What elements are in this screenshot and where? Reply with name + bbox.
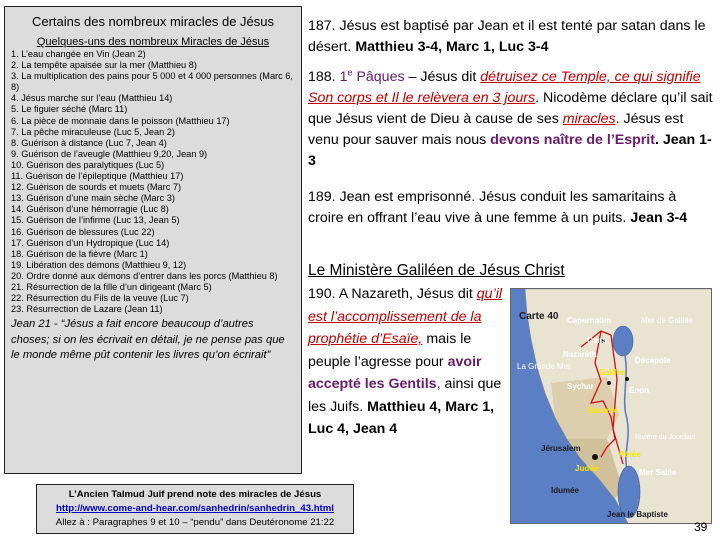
- miracle-item: 20. Ordre donné aux démons d’entrer dans les porcs (Matthieu 8): [11, 270, 278, 281]
- map-label-perea: Pérée: [619, 450, 641, 459]
- miracle-item: 4. Jésus marche sur l’eau (Matthieu 14): [11, 93, 173, 104]
- map-label-judea: Judée: [575, 464, 599, 473]
- paragraph-188-text2: . Jésus est venu pour sauver mais nous: [308, 111, 684, 148]
- paragraph-189: [308, 187, 714, 229]
- map-label-jordan-river: Rivière du Jourdain: [635, 434, 696, 441]
- miracle-item: 1. L’eau changée en Vin (Jean 2): [11, 49, 146, 59]
- miracle-item: 5. Le figuier séché (Marc 11): [11, 104, 128, 115]
- map-label-decapolis: Décapole: [635, 356, 671, 365]
- miracles-list: [11, 49, 295, 315]
- paragraph-188-intro: – Jésus dit: [408, 69, 477, 85]
- map-sychar-dot: [607, 381, 611, 385]
- talmud-note-box: [36, 484, 354, 534]
- map-label-jerusalem: Jérusalem: [541, 444, 581, 453]
- galilean-ministry-heading: Le Ministère Galiléen de Jésus Christ: [308, 262, 565, 279]
- paragraph-188-number: 188.: [308, 69, 336, 85]
- map-40: [510, 288, 712, 524]
- miracle-item: 9. Guérison de l’aveugle (Matthieu 9,20, Jean 9): [11, 148, 208, 159]
- map-label-nazareth: Nazareth: [563, 350, 597, 359]
- miracle-item: 22. Résurrection du Fils de la veuve (Luc 7): [11, 293, 189, 304]
- paragraph-188: [308, 67, 714, 172]
- map-label-great-sea: La Grande Mer: [517, 362, 571, 371]
- john-21-quote: Jean 21 - “Jésus a fait encore beaucoup d’autres choses; si on les écrivait en détail, je ne pense pas que le monde même pût contenir les livres qu’on écrirait”: [11, 318, 285, 362]
- map-label-sychar: Sychar: [567, 382, 594, 391]
- miracles-box: [4, 6, 302, 474]
- miracles-box-title: Certains des nombreux miracles de Jésus: [31, 14, 275, 29]
- paragraph-190-references: Matthieu 4, Marc 1, Luc 4, Jean 4: [308, 398, 495, 437]
- miracle-item: 2. La tempête apaisée sur la mer (Matthieu 8): [11, 60, 197, 71]
- miracles-list-heading: Quelques-uns des nombreux Miracles de Jésus: [36, 36, 270, 48]
- map-label-enon: Enon: [629, 386, 649, 395]
- miracle-item: 11. Guérison de l’épileptique (Matthieu 17): [11, 171, 184, 182]
- paragraph-188-miracles: miracles: [562, 111, 616, 127]
- paragraph-187: [308, 16, 714, 58]
- miracle-item: 19. Libération des démons (Matthieu 9, 12): [11, 259, 187, 270]
- miracle-item: 8. Guérison à distance (Luc 7, Jean 4): [11, 137, 167, 148]
- paragraph-189-text: 189. Jean est emprisonné. Jésus conduit les samaritains à croire en offrant l’eau vive à une femme à un puits.: [308, 189, 677, 226]
- paragraph-190-gentiles: Gentils: [388, 376, 437, 392]
- map-label-capernaum: Capernaüm: [567, 316, 612, 325]
- map-enon-dot: [625, 377, 629, 381]
- paragraph-190-end: , ainsi que les Juifs.: [308, 376, 502, 415]
- paragraph-190: [308, 283, 508, 441]
- map-jerusalem-dot: [592, 454, 598, 460]
- paragraph-187-text: 187. Jésus est baptisé par Jean et il est tenté par satan dans le désert.: [308, 18, 706, 55]
- map-label-galilee: Galilée: [599, 368, 626, 377]
- talmud-note-title: L’Ancien Talmud Juif prend note des miracles de Jésus: [68, 489, 322, 500]
- paragraph-190-isaiah-quote: qu’il est l’accomplissement de la prophétie d’Esaïe,: [308, 286, 503, 347]
- miracle-item: 21. Résurrection de la fille d’un dirigeant (Marc 5): [11, 281, 212, 292]
- map-sea-of-galilee: [613, 326, 633, 356]
- paragraph-188-nicodeme: . Nicodème déclare qu’il sait que Jésus vient de Dieu à cause de ses: [308, 90, 713, 127]
- talmud-note-instruction: Allez à : Paragraphes 9 et 10 – “pendu” dans Deutéronome 21:22: [55, 517, 335, 528]
- miracle-item: 18. Guérison de la fièvre (Marc 1): [11, 248, 148, 259]
- miracle-item: 17. Guérison d’un Hydropique (Luc 14): [11, 237, 170, 248]
- map-label-idumea: Idumée: [551, 486, 580, 495]
- miracle-item: 23. Résurrection de Lazare (Jean 11): [11, 304, 163, 315]
- paragraph-190-accepted: avoir accepté les: [308, 353, 482, 392]
- miracle-item: 12. Guérison de sourds et muets (Marc 7): [11, 182, 182, 193]
- map-svg: [511, 289, 712, 524]
- paragraph-190-intro: 190. A Nazareth, Jésus dit: [308, 286, 473, 302]
- map-label-sea-of-galilee: Mer de Galilée: [641, 316, 694, 325]
- miracle-item: 6. La pièce de monnaie dans le poisson (Matthieu 17): [11, 115, 230, 126]
- map-label-samaria: Samarie: [587, 406, 619, 415]
- paragraph-187-references: Matthieu 3-4, Marc 1, Luc 3-4: [355, 39, 549, 55]
- map-label-cana: Cana: [587, 336, 607, 345]
- map-label-salt-sea: Mer Salée: [639, 468, 677, 477]
- paragraph-189-references: Jean 3-4: [630, 210, 688, 226]
- miracle-item: 7. La pêche miraculeuse (Luc 5, Jean 2): [11, 126, 175, 137]
- miracle-item: 15. Guérison de l’infirme (Luc 13, Jean 5): [11, 215, 180, 226]
- miracle-item: 14. Guérison d’une hémorragie (Luc 8): [11, 204, 169, 215]
- page-number: 39: [694, 520, 708, 534]
- map-title: Carte 40: [519, 311, 559, 322]
- paragraph-188-temple-quote: détruisez ce Temple, ce qui signifie Son corps et Il le relèvera en 3 jours: [308, 69, 701, 106]
- miracle-item: 10. Guérison des paralytiques (Luc 5): [11, 159, 165, 170]
- miracle-item: 16. Guérison de blessures (Luc 22): [11, 226, 155, 237]
- paragraph-188-first-easter: 1e Pâques: [339, 67, 405, 85]
- paragraph-188-references: . Jean 1-3: [308, 132, 712, 169]
- map-label-john-the-baptist: Jean le Baptiste: [607, 510, 668, 519]
- talmud-link[interactable]: http://www.come-and-hear.com/sanhedrin/sanhedrin_43.html: [56, 503, 334, 514]
- miracle-item: 13. Guérison d’une main sèche (Marc 3): [11, 193, 175, 204]
- paragraph-190-mid: mais le peuple l’agresse pour: [308, 331, 472, 370]
- miracle-item: 3. La multiplication des pains pour 5 000 et 4 000 personnes (Marc 6, 8): [11, 71, 293, 93]
- paragraph-188-born-of-spirit: devons naître de l’Esprit: [490, 132, 655, 148]
